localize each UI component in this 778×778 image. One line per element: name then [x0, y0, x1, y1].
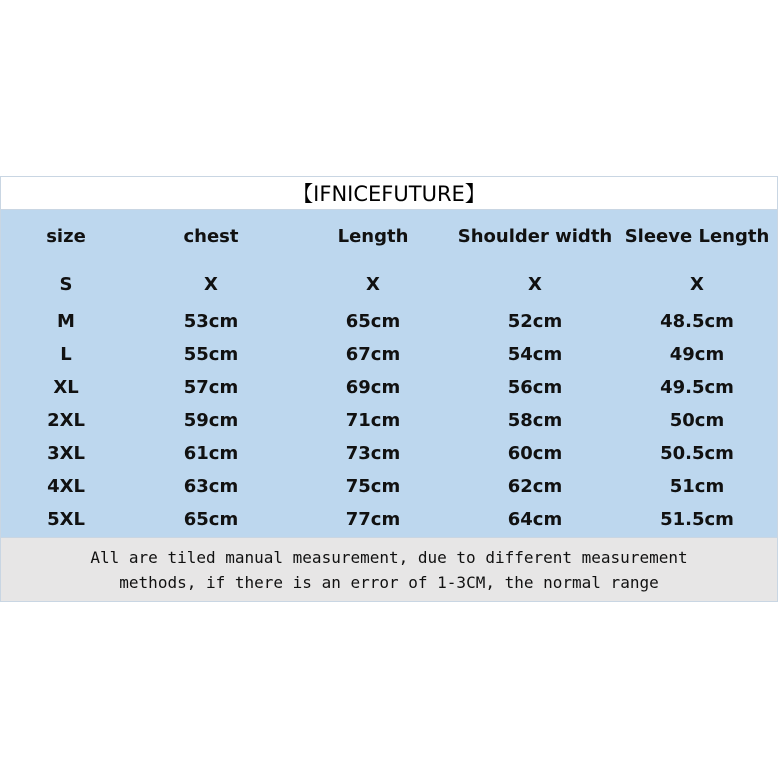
cell-chest: 63cm [183, 476, 239, 497]
cell-size: 5XL [47, 509, 85, 530]
cell-size: 3XL [47, 443, 85, 464]
cell-length: 67cm [345, 344, 401, 365]
cell-sleeve-length: 51.5cm [660, 509, 734, 530]
cell-chest: X [204, 274, 218, 295]
cell-size: 4XL [47, 476, 85, 497]
cell-chest: 55cm [183, 344, 239, 365]
cell-sleeve-length: 50cm [669, 410, 725, 431]
cell-chest: 53cm [183, 311, 239, 332]
size-table [1, 210, 777, 537]
cell-size: 2XL [47, 410, 85, 431]
table-row [1, 270, 777, 300]
header-chest: chest [183, 226, 239, 247]
cell-shoulder-width: 58cm [507, 410, 563, 431]
cell-length: 65cm [345, 311, 401, 332]
cell-chest: 61cm [183, 443, 239, 464]
table-row [1, 340, 777, 370]
cell-shoulder-width: 56cm [507, 377, 563, 398]
cell-length: 75cm [345, 476, 401, 497]
cell-sleeve-length: X [690, 274, 704, 295]
cell-shoulder-width: 64cm [507, 509, 563, 530]
cell-length: 69cm [345, 377, 401, 398]
note-line-2: methods, if there is an error of 1-3CM, the normal range [119, 572, 659, 592]
cell-shoulder-width: 54cm [507, 344, 563, 365]
header-size: size [46, 226, 86, 247]
cell-chest: 57cm [183, 377, 239, 398]
cell-size: M [57, 311, 75, 332]
table-row [1, 406, 777, 436]
cell-shoulder-width: 52cm [507, 311, 563, 332]
table-row [1, 373, 777, 403]
header-length: Length [337, 226, 409, 247]
size-chart [0, 176, 778, 602]
cell-sleeve-length: 48.5cm [660, 311, 734, 332]
cell-sleeve-length: 49.5cm [660, 377, 734, 398]
table-row [1, 307, 777, 337]
cell-size: L [60, 344, 72, 365]
header-sleeve-length: Sleeve Length [624, 226, 770, 247]
cell-sleeve-length: 51cm [669, 476, 725, 497]
cell-length: X [366, 274, 380, 295]
cell-sleeve-length: 49cm [669, 344, 725, 365]
cell-size: XL [53, 377, 79, 398]
table-row [1, 472, 777, 502]
cell-length: 73cm [345, 443, 401, 464]
header-shoulder-width: Shoulder width [457, 226, 613, 247]
brand-title: 【IFNICEFUTURE】 [1, 177, 777, 210]
cell-shoulder-width: X [528, 274, 542, 295]
table-row [1, 439, 777, 469]
cell-length: 77cm [345, 509, 401, 530]
table-header-row [1, 222, 777, 252]
cell-length: 71cm [345, 410, 401, 431]
note-line-1: All are tiled manual measurement, due to different measurement [90, 547, 688, 567]
cell-sleeve-length: 50.5cm [660, 443, 734, 464]
cell-size: S [59, 274, 73, 295]
cell-shoulder-width: 62cm [507, 476, 563, 497]
table-row [1, 505, 777, 535]
cell-shoulder-width: 60cm [507, 443, 563, 464]
cell-chest: 59cm [183, 410, 239, 431]
cell-chest: 65cm [183, 509, 239, 530]
measurement-note [1, 537, 777, 601]
